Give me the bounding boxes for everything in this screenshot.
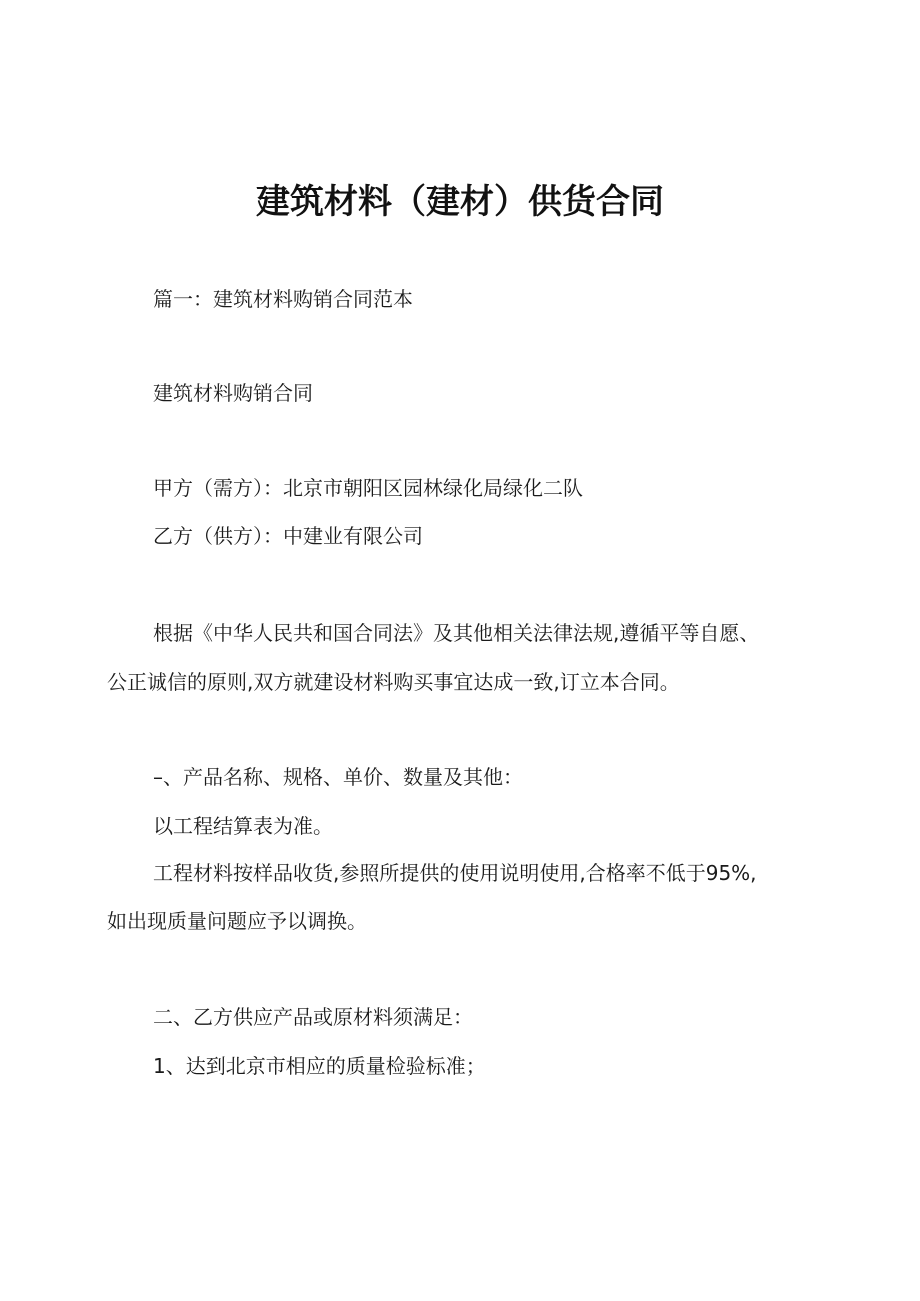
- party-a: 甲方（需方）：北京市朝阳区园林绿化局绿化二队: [153, 476, 583, 500]
- clause-1-text-2-line-2: 如出现质量问题应予以调换。: [107, 909, 367, 933]
- preamble-line-1: 根据《中华人民共和国合同法》及其他相关法律法规,遵循平等自愿、: [153, 621, 760, 645]
- document-title: 建筑材料（建材）供货合同: [256, 182, 664, 222]
- preamble-line-2: 公正诚信的原则,双方就建设材料购买事宜达成一致,订立本合同。: [107, 670, 680, 694]
- contract-name: 建筑材料购销合同: [153, 381, 313, 405]
- section-one-heading: 篇一：建筑材料购销合同范本: [153, 287, 413, 311]
- clause-2-heading: 二、乙方供应产品或原材料须满足：: [153, 1005, 473, 1029]
- clause-2-item-1: 1、达到北京市相应的质量检验标准；: [153, 1054, 486, 1078]
- clause-1-text-1: 以工程结算表为准。: [153, 814, 333, 838]
- clause-1-text-2-line-1: 工程材料按样品收货,参照所提供的使用说明使用,合格率不低于95%,: [153, 861, 757, 885]
- party-b: 乙方（供方）：中建业有限公司: [153, 524, 423, 548]
- clause-1-heading: –、产品名称、规格、单价、数量及其他：: [153, 765, 523, 789]
